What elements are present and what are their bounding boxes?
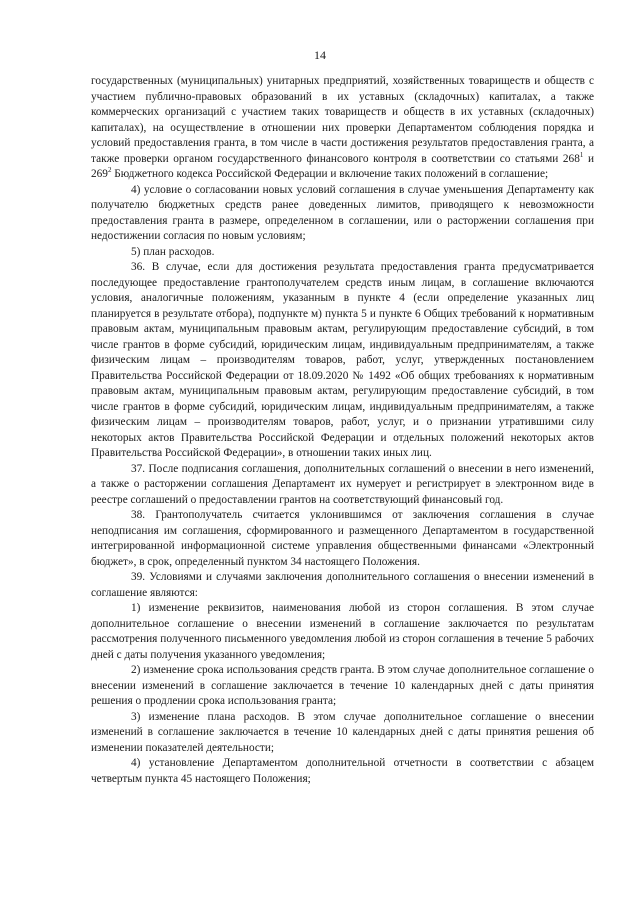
paragraph-39-item-3: 3) изменение плана расходов. В этом случае дополнительное соглашение о внесении изменений в соглашение заключается в течение 10 календарных дней с даты принятия решения об изменении показателей деятельности;: [91, 710, 594, 754]
paragraph-39: 39. Условиями и случаями заключения дополнительного соглашения о внесении изменений в соглашение являются:: [91, 571, 594, 599]
page-number: 14: [314, 48, 326, 62]
paragraph-text: государственных (муниципальных) унитарных предприятий, хозяйственных товариществ и обществ с участием публично-правовых образований в их уставных (складочных) капиталах, а также коммерческих организаций с участием таких товариществ и обществ в их уставных (складочных) капиталах), на осуществление в отношении них проверки Департаментом соблюдения порядка и условий предоставления гранта, в том числе в части достижения результатов предоставления гранта, а также проверки органом государственного финансового контроля в соответствии со статьями 268: [91, 75, 594, 165]
superscript: 2: [107, 166, 112, 175]
paragraph-36: 36. В случае, если для достижения результата предоставления гранта предусматривается последующее предоставление грантополучателем средств иным лицам, в соглашение включаются условия, аналогичные положениям, указанным в пункте 4 (если определение указанных лиц планируется в результате отбора), подпункте м) пункта 5 и пункте 6 Общих требований к нормативным правовым актам, муниципальным правовым актам, регулирующим предоставление субсидий, в том числе грантов в форме субсидий, юридическим лицам, индивидуальным предпринимателям, а также физическим лицам – производителям товаров, работ, услуг, утвержденных постановлением Правительства Российской Федерации от 18.09.2020 № 1492 «Об общих требованиях к нормативным правовым актам, муниципальным правовым актам, регулирующим предоставление субсидий, в том числе грантов в форме субсидий, юридическим лицам, индивидуальным предпринимателям, а также физическим лицам – производителям товаров, работ, услуг, и о признании утратившими силу некоторых актов Правительства Российской Федерации и отдельных положений некоторых актов Правительства Российской Федерации», в отношении таких иных лиц.: [91, 261, 594, 459]
paragraph-39-item-1: 1) изменение реквизитов, наименования любой из сторон соглашения. В этом случае дополнительное соглашение о внесении изменений в соглашение заключается по результатам рассмотрения полученного письменного уведомления любой из сторон соглашения в течение 5 рабочих дней с даты получения указанного уведомления;: [91, 602, 594, 661]
paragraph-text: Бюджетного кодекса Российской Федерации и включение таких положений в соглашение;: [111, 168, 549, 180]
superscript: 1: [579, 150, 584, 159]
paragraph-37: 37. После подписания соглашения, дополнительных соглашений о внесении в него изменений, а также о расторжении соглашения Департамент их нумерует и регистрирует в электронном виде в реестре соглашений о предоставлении грантов на соответствующий финансовый год.: [91, 462, 594, 506]
paragraph-text: и 269: [91, 152, 595, 180]
paragraph-subitem-4: 4) условие о согласовании новых условий соглашения в случае уменьшения Департаменту как получателю бюджетных средств ранее доведенных лимитов, приводящего к невозможности предоставления гранта в размере, определенном в соглашении, или о расторжении соглашения при недостижении согласия по новым условиям;: [91, 183, 594, 242]
paragraph-38: 38. Грантополучатель считается уклонившимся от заключения соглашения в случае неподписания им соглашения, сформированного и размещенного Департаментом в государственной интегрированной информационной системе управления общественными финансами «Электронный бюджет», в срок, определенный пунктом 34 настоящего Положения.: [91, 509, 594, 568]
paragraph-subitem-5: 5) план расходов.: [131, 245, 215, 258]
paragraph-continuation: [91, 74, 594, 183]
paragraph-39-item-4: 4) установление Департаментом дополнительной отчетности в соответствии с абзацем четвертым пункта 45 настоящего Положения;: [91, 757, 594, 785]
document-body: [91, 74, 594, 787]
paragraph-39-item-2: 2) изменение срока использования средств гранта. В этом случае дополнительное соглашение о внесении изменений в соглашение заключается в течение 10 календарных дней с даты принятия решения о продлении срока использования гранта;: [91, 664, 594, 707]
